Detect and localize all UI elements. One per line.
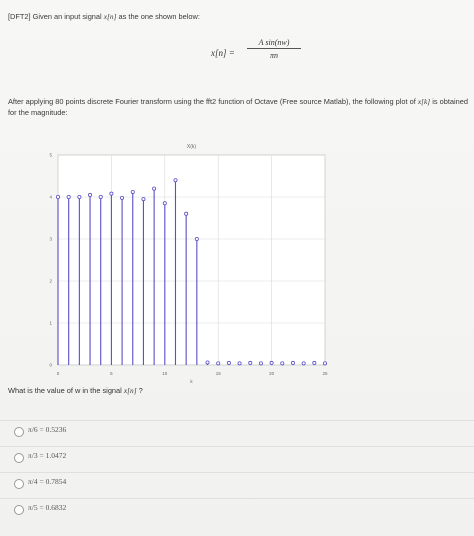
stem-marker: [206, 361, 209, 364]
stem-marker: [56, 195, 59, 198]
question-paragraph: [8, 97, 468, 118]
stem-marker: [88, 193, 91, 196]
option-label[interactable]: π/6 = 0.5236: [28, 425, 67, 434]
answer-option[interactable]: [0, 422, 474, 444]
stem-marker: [99, 195, 102, 198]
stem-marker: [163, 202, 166, 205]
x-tick-label: 10: [162, 371, 168, 376]
radio-button[interactable]: [14, 427, 24, 437]
prompt-suffix: ?: [138, 386, 143, 395]
x-tick-label: 15: [215, 371, 221, 376]
formula-denominator: πn: [269, 51, 278, 60]
x-tick-label: 5: [110, 371, 113, 376]
prompt-signal-var: x[n]: [123, 386, 137, 395]
stem-marker: [185, 212, 188, 215]
stem-marker: [195, 237, 198, 240]
y-tick-label: 4: [49, 194, 52, 200]
y-tick-label: 3: [49, 236, 52, 242]
y-tick-label: 5: [49, 152, 52, 158]
stem-marker: [313, 361, 316, 364]
option-label[interactable]: π/5 = 0.6832: [28, 503, 67, 512]
answer-option[interactable]: [0, 448, 474, 470]
question-prompt: [8, 386, 143, 395]
option-divider: [0, 420, 474, 421]
option-divider: [0, 446, 474, 447]
formula-lhs: x[n] =: [211, 48, 235, 58]
formula-numerator: A sin(nw): [258, 38, 290, 47]
radio-button[interactable]: [14, 479, 24, 489]
paragraph-text: After applying 80 points discrete Fourier transform using the fft2 function of Octave (Free source Matlab), the following plot of: [8, 97, 416, 106]
x-axis-label: k: [190, 379, 193, 384]
y-tick-label: 1: [49, 320, 52, 326]
prompt-text: What is the value of w in the signal: [8, 386, 122, 395]
radio-button[interactable]: [14, 453, 24, 463]
stem-marker: [238, 362, 241, 365]
stem-marker: [249, 361, 252, 364]
paragraph-suffix: is obtained for the magnitude:: [8, 97, 468, 117]
intro-signal-var: x[n]: [103, 12, 117, 21]
y-tick-label: 0: [49, 362, 52, 368]
stem-marker: [131, 190, 134, 193]
x-tick-label: 20: [269, 371, 275, 376]
stem-marker: [78, 195, 81, 198]
stem-marker: [142, 198, 145, 201]
option-divider: [0, 498, 474, 499]
stem-marker: [120, 196, 123, 199]
paragraph-spectrum-var: x[k]: [417, 97, 431, 106]
stem-marker: [227, 361, 230, 364]
question-intro: [8, 12, 200, 21]
formula-fraction: [247, 38, 301, 60]
answer-option[interactable]: [0, 500, 474, 522]
option-divider: [0, 472, 474, 473]
y-tick-label: 2: [49, 278, 52, 284]
stem-marker: [323, 362, 326, 365]
intro-suffix: as the one shown below:: [118, 12, 200, 21]
chart-title: X(k): [186, 144, 197, 150]
stem-marker: [259, 362, 262, 365]
stem-marker: [291, 361, 294, 364]
plot-area: [58, 155, 325, 365]
stem-marker: [302, 362, 305, 365]
radio-button[interactable]: [14, 505, 24, 515]
stem-marker: [217, 362, 220, 365]
fraction-bar: [247, 48, 301, 49]
magnitude-stem-chart: [0, 135, 474, 385]
stem-marker: [281, 362, 284, 365]
stem-marker: [110, 192, 113, 195]
option-label[interactable]: π/4 = 0.7854: [28, 477, 67, 486]
option-label[interactable]: π/3 = 1.0472: [28, 451, 67, 460]
stem-marker: [153, 187, 156, 190]
x-tick-label: 25: [322, 371, 328, 376]
stem-marker: [174, 179, 177, 182]
stem-marker: [67, 195, 70, 198]
signal-formula: [211, 38, 301, 68]
intro-text: [DFT2] Given an input signal: [8, 12, 102, 21]
x-tick-label: 0: [56, 371, 60, 376]
stem-marker: [270, 361, 273, 364]
answer-option[interactable]: [0, 474, 474, 496]
